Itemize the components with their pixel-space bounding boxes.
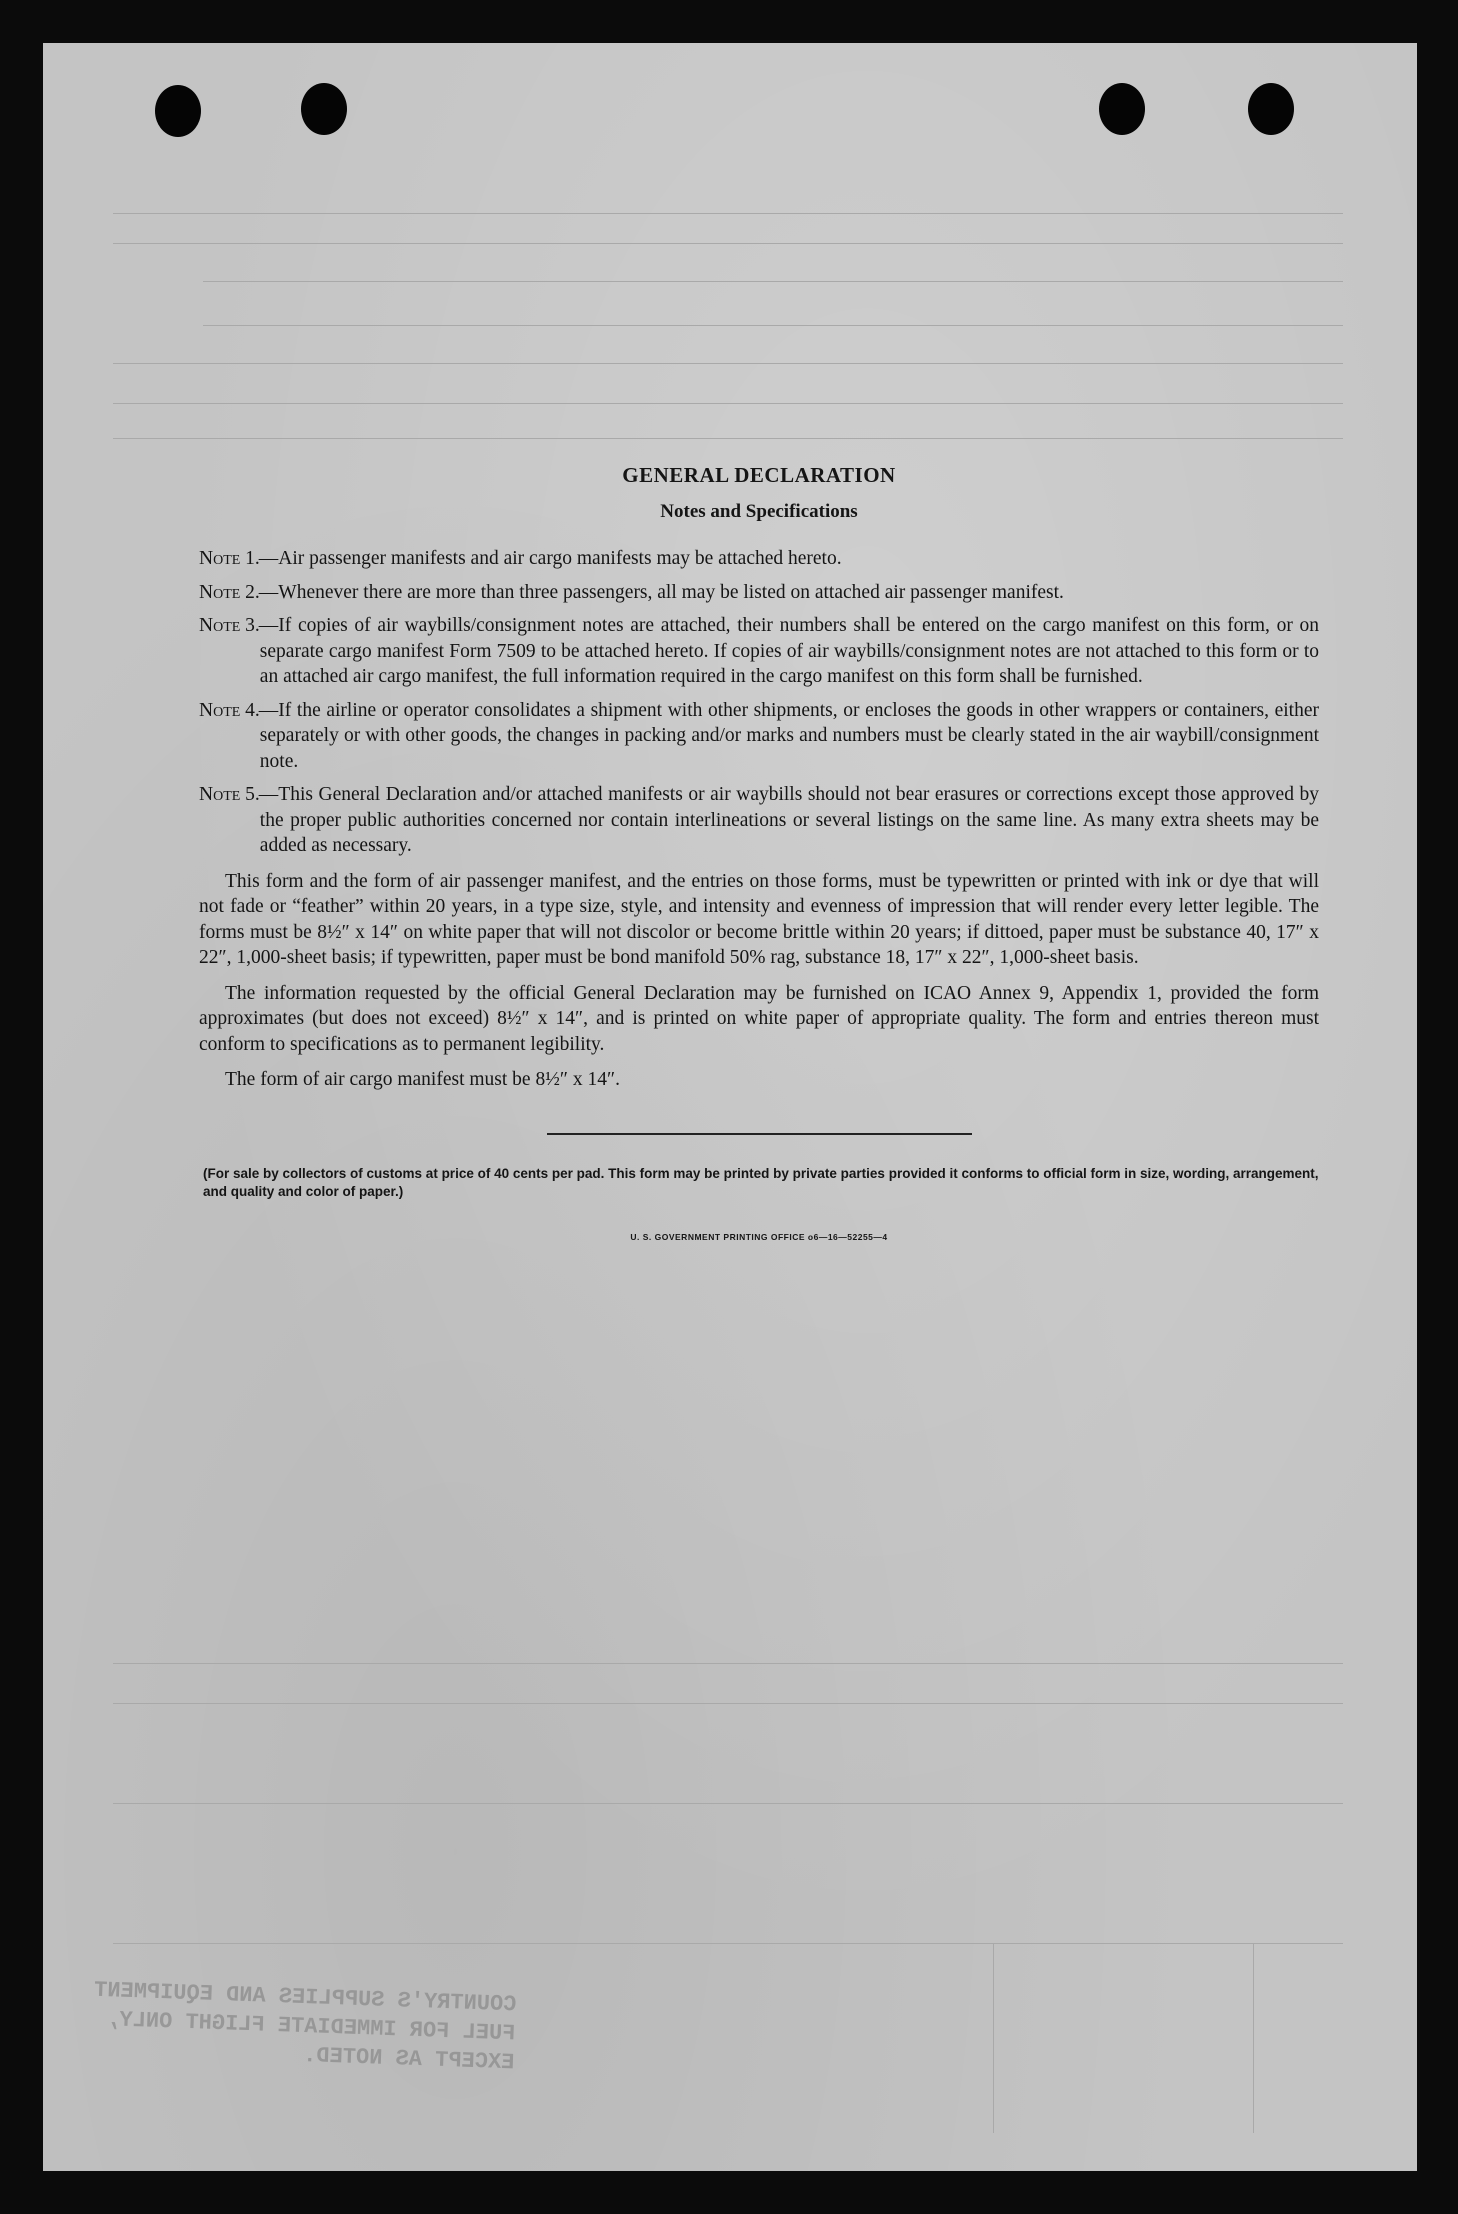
note-item [199,546,1319,572]
note-item [199,782,1319,859]
note-label: Note 1. [199,548,260,569]
specification-paragraph: The form of air cargo manifest must be 8½″ x 14″. [225,1069,620,1090]
note-item [199,698,1319,775]
note-label: Note 5. [199,784,260,805]
specification-paragraph: This form and the form of air passenger manifest, and the entries on those forms, must be typewritten or printed with ink or dye that will not fade or “feather” within 20 years, in a type size, style, and intensity and evenness of impression that will render every letter legible. The forms must be 8½″ x 14″ on white paper that will not discolor or become brittle within 20 years; if dittoed, paper must be substance 40, 17″ x 22″, 1,000-sheet basis; if typewritten, paper must be bond manifold 50% rag, substance 18, 17″ x 22″, 1,000-sheet basis. [199,870,1319,968]
note-text: —Whenever there are more than three passengers, all may be listed on attached air passenger manifest. [258,581,1064,603]
note-text: —If the airline or operator consolidates a shipment with other shipments, or encloses the goods in other wrappers or containers, either separately or with other goods, the changes in packing and/or marks and numbers must be clearly stated in the air waybill/consignment note. [258,699,1319,772]
specification-paragraphs [199,869,1319,1093]
notes-list [199,546,1319,859]
mirrored-stamp: COUNTRY'S SUPPLIES AND EQUIPMENT FUEL FOR IMMEDIATE FLIGHT ONLY, EXCEPT AS NOTED. [93,1977,517,2076]
note-text: —This General Declaration and/or attached manifests or air waybills should not bear erasures or corrections except those approved by the proper public authorities concerned nor contain interlineations or several listings on the same line. As many extra sheets may be added as necessary. [258,784,1319,856]
note-label: Note 4. [199,699,260,721]
note-text: —If copies of air waybills/consignment notes are attached, their numbers shall be entered on the cargo manifest on this form, or on separate cargo manifest Form 7509 to be attached hereto. If copies of air waybills/consignment notes are not attached to this form or to an attached air cargo manifest, the full information required in the cargo manifest on this form shall be furnished. [258,615,1319,687]
horizontal-rule [547,1133,972,1135]
punch-hole-3 [1099,83,1145,135]
note-text: —Air passenger manifests and air cargo manifests may be attached hereto. [258,548,842,569]
note-item [199,580,1319,606]
punch-hole-2 [301,83,347,135]
specification-paragraph: The information requested by the official General Declaration may be furnished on ICAO Annex 9, Appendix 1, provided the form approximates (but does not exceed) 8½″ x 14″, and is printed on white paper of appropriate quality. The form and entries thereon must conform to specifications as to permanent legibility. [199,982,1319,1055]
punch-hole-4 [1248,83,1294,135]
punch-hole-1 [155,85,201,137]
page-subtitle: Notes and Specifications [660,500,858,522]
sale-notice: (For sale by collectors of customs at price of 40 cents per pad. This form may be printed by private parties provided it conforms to official form in size, wording, arrangement, and quality and color of paper.) [203,1165,1319,1199]
printer-line: U. S. GOVERNMENT PRINTING OFFICE o6—16—52255—4 [630,1231,888,1242]
notes-content [199,463,1319,1250]
note-label: Note 2. [199,581,260,603]
note-item [199,613,1319,690]
page-title: GENERAL DECLARATION [622,463,896,487]
note-label: Note 3. [199,615,260,636]
document-sheet [43,43,1417,2171]
